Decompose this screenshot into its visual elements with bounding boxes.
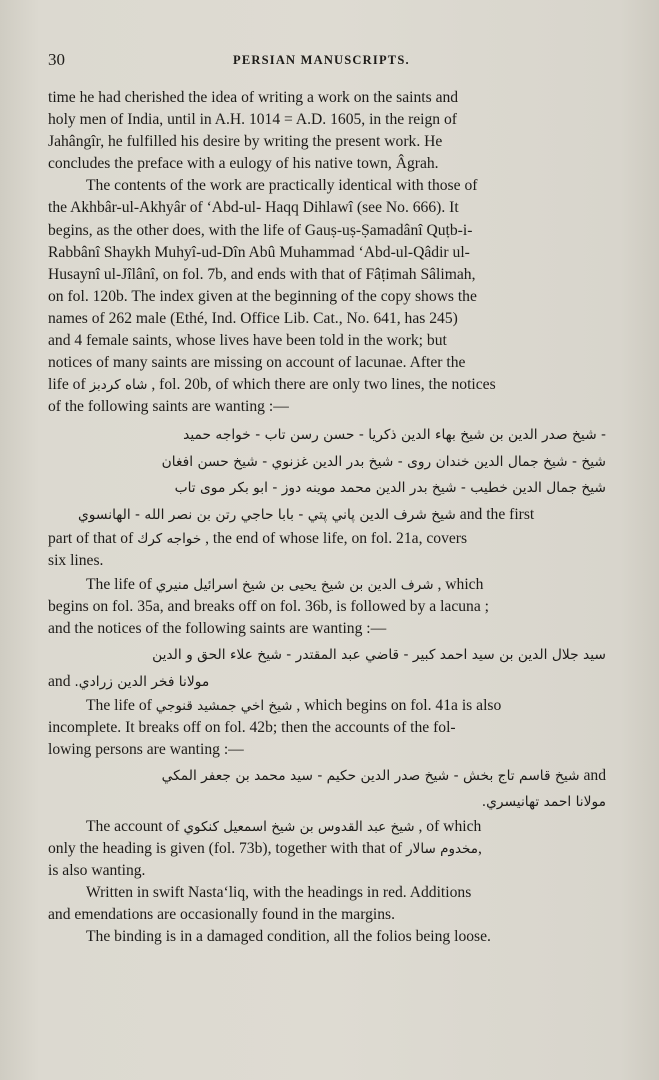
text-line: Rabbânî Shaykh Muhyî-ud-Dîn Abû Muhammad ‘Abd-ul-Qâdir ul- xyxy=(48,243,470,261)
arabic-name: شيخ عبد القدوس بن شيخ اسمعيل كنكوي xyxy=(183,818,415,835)
text-line: Written in swift Nasta‘liq, with the headings in red. Additions xyxy=(86,883,472,901)
arabic-name: شيخ قاسم تاج بخش - شيخ صدر الدين حكيم - سيد محمد بن جعفر المكي xyxy=(161,768,580,785)
paragraph-binding xyxy=(48,926,606,948)
arabic-line: شيخ جمال الدين خطيب - شيخ بدر الدين محمد موينه دوز - ابو بكر موى تاب xyxy=(174,480,606,497)
text-fragment: , the end of whose life, on fol. 21a, covers xyxy=(205,529,468,547)
text-fragment: , which xyxy=(437,576,484,594)
text-line: concludes the preface with a eulogy of his native town, Âgrah. xyxy=(48,155,439,173)
mixed-line xyxy=(48,669,606,695)
text-line: and 4 female saints, whose lives have been told in the work; but xyxy=(48,332,447,350)
text-fragment: and the first xyxy=(459,505,535,523)
text-fragment: , xyxy=(478,839,482,857)
text-line xyxy=(48,816,606,838)
arabic-list-wanting-1 xyxy=(48,422,606,528)
paragraph-contents xyxy=(48,175,606,418)
mixed-line xyxy=(88,763,606,789)
text-line xyxy=(48,528,606,550)
arabic-list-wanting-2 xyxy=(48,642,606,669)
page-body xyxy=(48,87,606,948)
text-fragment: The life of xyxy=(86,576,152,594)
text-line: The contents of the work are practically identical with those of xyxy=(86,177,478,195)
page-header xyxy=(48,50,629,70)
text-line: time he had cherished the idea of writing a work on the saints and xyxy=(48,89,459,106)
paragraph-continuation xyxy=(48,87,606,175)
text-line xyxy=(48,574,606,596)
text-line: notices of many saints are missing on account of lacunae. After the xyxy=(48,354,466,372)
arabic-name: شيخ شرف الدين پاني پتي - بابا حاجي رتن بن نصر الله - الهانسوي xyxy=(78,506,456,523)
text-line xyxy=(48,374,606,396)
text-line: the Akhbâr-ul-Akhyâr of ‘Abd-ul- Haqq Dihlawî (see No. 666). It xyxy=(48,199,459,217)
text-line xyxy=(48,838,606,860)
running-title: PERSIAN MANUSCRIPTS. xyxy=(233,53,410,67)
text-line: names of 262 male (Ethé, Ind. Office Lib. Cat., No. 641, has 245) xyxy=(48,309,458,327)
text-line: is also wanting. xyxy=(48,861,146,879)
text-line xyxy=(48,695,606,717)
paragraph-script xyxy=(48,882,606,926)
arabic-name: شرف الدين بن شيخ يحيى بن شيخ اسرائيل منيري xyxy=(155,577,434,594)
text-line: lowing persons are wanting :— xyxy=(48,741,244,759)
paragraph-life-sharaf xyxy=(48,574,606,640)
arabic-name: شاه كردبز xyxy=(89,377,148,394)
text-line: begins, as the other does, with the life of Gauṣ-uṣ-Ṣamadânî Quṭb-i- xyxy=(48,221,473,239)
text-line: holy men of India, until in A.H. 1014 = A.D. 1605, in the reign of xyxy=(48,111,457,129)
text-line: on fol. 120b. The index given at the beginning of the copy shows the xyxy=(48,287,477,305)
arabic-line: - شيخ صدر الدين بن شيخ بهاء الدين ذكريا - حسن رسن تاب - خواجه حميد xyxy=(183,427,606,444)
text-line: The binding is in a damaged condition, all the folios being loose. xyxy=(86,928,491,946)
mixed-line xyxy=(78,502,606,528)
text-line: and emendations are occasionally found in the margins. xyxy=(48,906,396,924)
text-line: begins on fol. 35a, and breaks off on fol. 36b, is followed by a lacuna ; xyxy=(48,598,490,616)
text-fragment: , of which xyxy=(418,817,482,835)
arabic-line: شيخ - شيخ جمال الدين خندان روى - شيخ بدر الدين غزنوي - شيخ حسن افغان xyxy=(161,453,606,470)
text-fragment: and xyxy=(48,672,71,690)
text-fragment: , fol. 20b, of which there are only two lines, the notices xyxy=(151,376,496,394)
text-fragment: part of that of xyxy=(48,529,134,547)
text-line: six lines. xyxy=(48,552,104,569)
paragraph-account xyxy=(48,816,606,882)
page-number: 30 xyxy=(48,50,65,69)
arabic-name: مولانا فخر الدين زرادي. xyxy=(74,673,210,690)
arabic-line: سيد جلال الدين بن سيد احمد كبير - قاضي عبد المقتدر - شيخ علاء الحق و الدين xyxy=(152,647,606,664)
arabic-name: مخدوم سالار xyxy=(406,840,479,857)
text-fragment: , which begins on fol. 41a is also xyxy=(296,696,502,714)
text-fragment: life of xyxy=(48,376,86,394)
text-line: Husaynî ul-Jîlânî, on fol. 7b, and ends with that of Fâṭimah Sâlimah, xyxy=(48,265,476,283)
arabic-name: شيخ اخي جمشيد قنوجي xyxy=(155,697,293,714)
paragraph-life-akhi xyxy=(48,695,606,761)
text-line: incomplete. It breaks off on fol. 42b; then the accounts of the fol- xyxy=(48,718,456,736)
text-line: of the following saints are wanting :— xyxy=(48,398,289,416)
text-fragment: The life of xyxy=(86,696,152,714)
text-fragment: The account of xyxy=(86,817,180,835)
text-line: and the notices of the following saints are wanting :— xyxy=(48,620,387,638)
arabic-line: مولانا احمد تهانيسري. xyxy=(481,794,606,811)
text-fragment: only the heading is given (fol. 73b), together with that of xyxy=(48,839,403,857)
text-fragment: and xyxy=(583,767,606,785)
text-line: Jahângîr, he fulfilled his desire by writing the present work. He xyxy=(48,133,443,151)
arabic-list-wanting-3 xyxy=(48,763,606,816)
arabic-name: خواجه كرك xyxy=(137,530,202,547)
